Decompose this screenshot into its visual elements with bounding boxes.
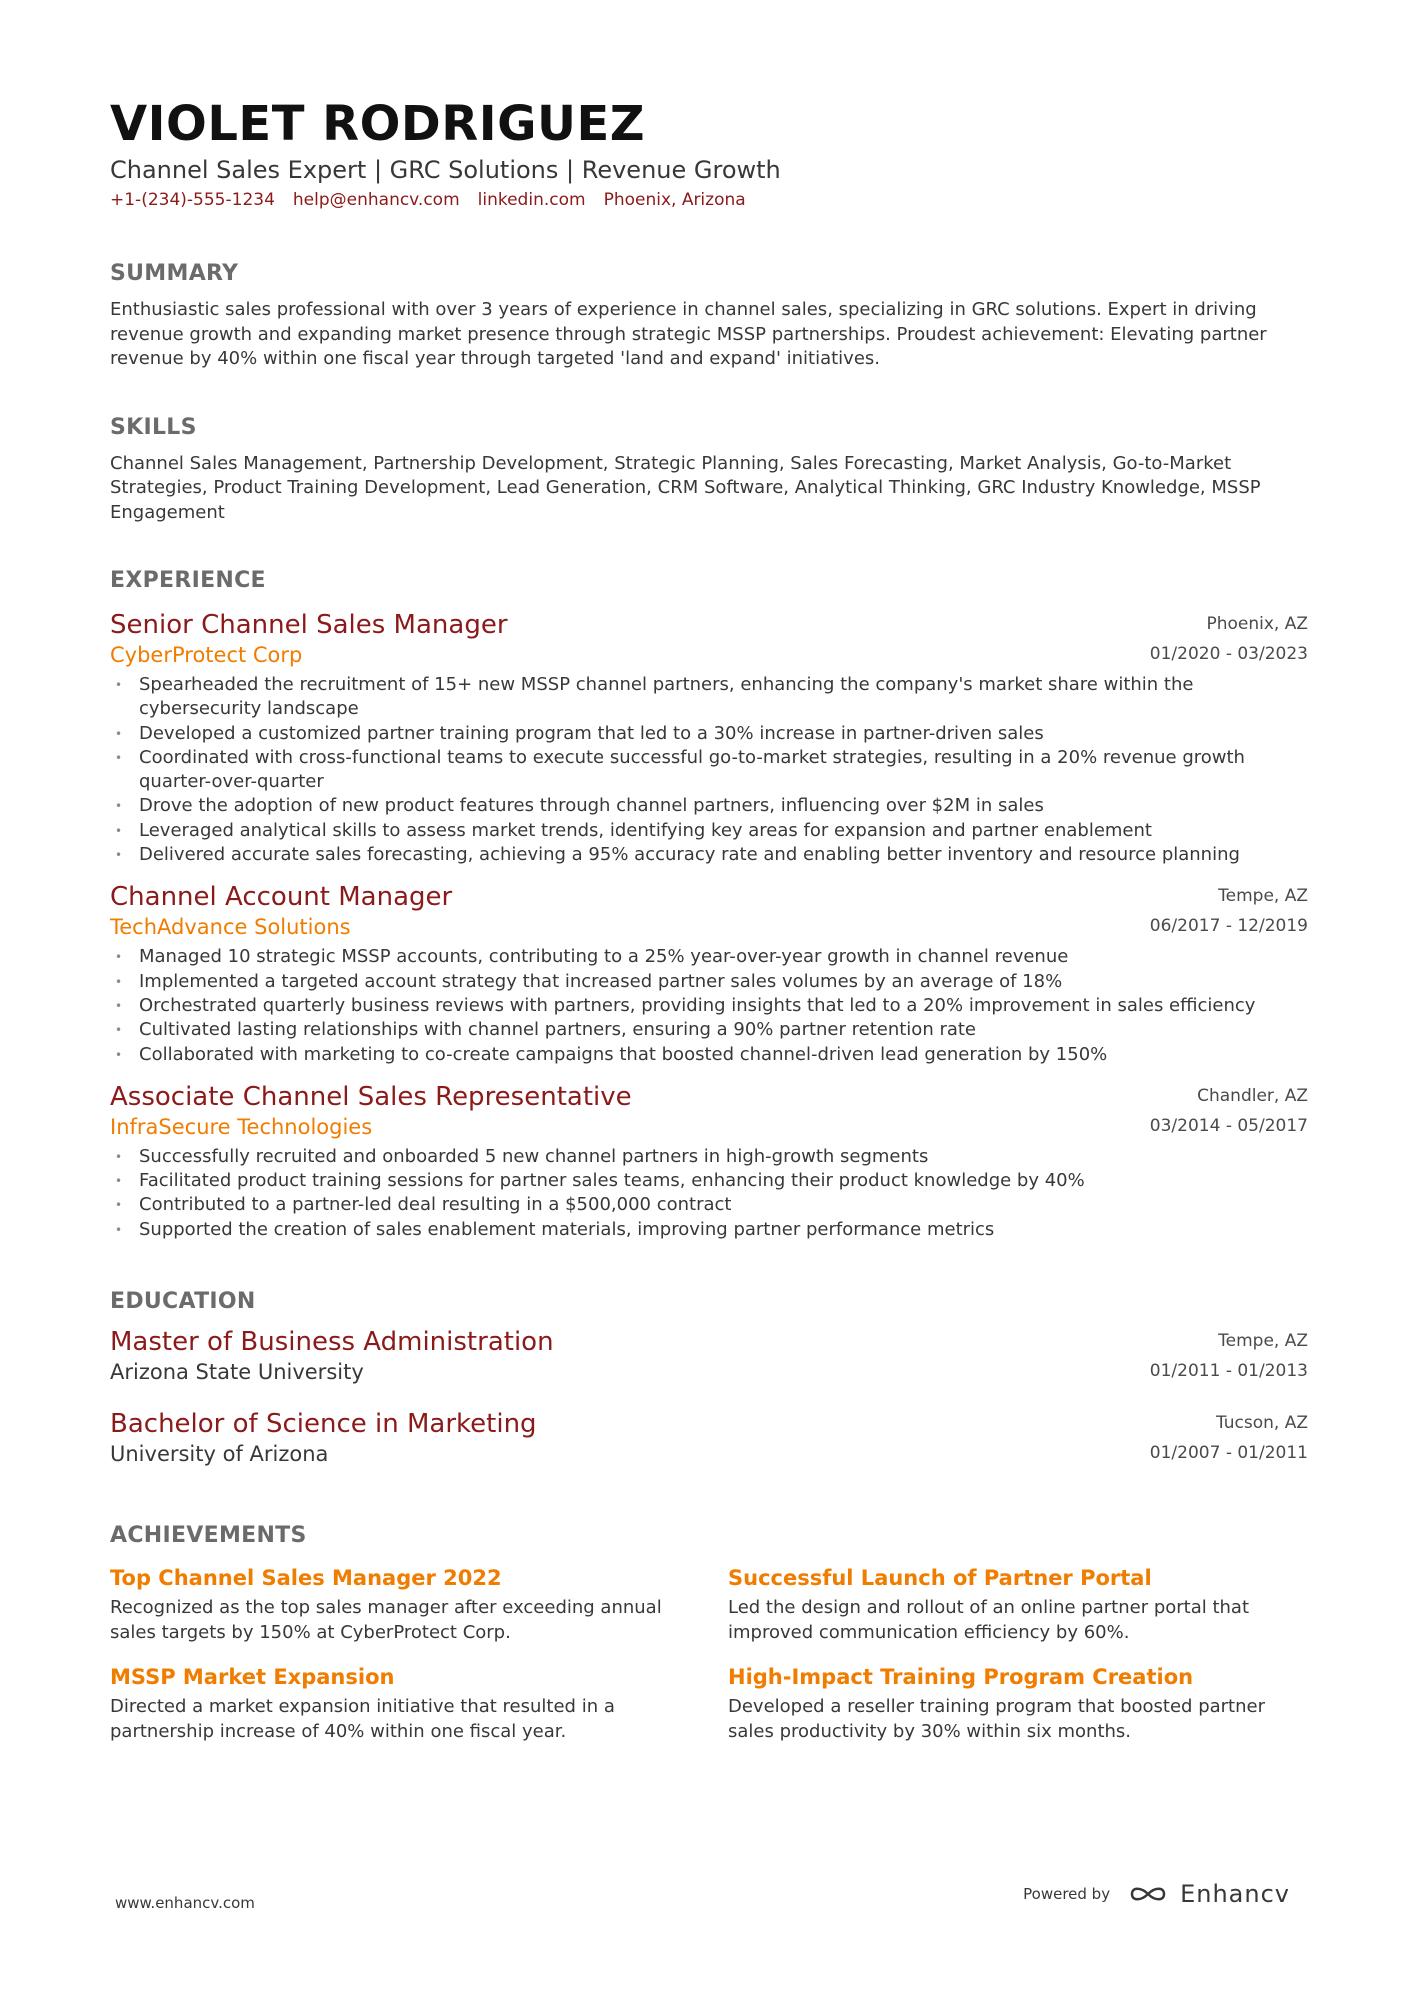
resume-header xyxy=(110,96,1308,212)
job-bullet: • Leveraged analytical skills to assess market trends, identifying key areas for expansion and partner enablement xyxy=(110,819,1308,843)
job-bullets xyxy=(110,673,1308,867)
education-dates: 01/2011 - 01/2013 xyxy=(1149,1361,1308,1382)
section-title-experience: EXPERIENCE xyxy=(110,568,266,593)
experience-entry-header xyxy=(110,609,1308,669)
job-location: Phoenix, AZ xyxy=(1206,614,1308,634)
linkedin-link[interactable]: linkedin.com xyxy=(477,190,586,210)
experience-entry xyxy=(110,1081,1308,1242)
experience-entry-header xyxy=(110,881,1308,941)
achievement-item xyxy=(728,1564,1308,1645)
achievement-item xyxy=(110,1564,728,1645)
job-bullet: • Orchestrated quarterly business reviews with partners, providing insights that led to a 20% improvement in sales efficiency xyxy=(110,994,1308,1018)
job-role: Senior Channel Sales Manager xyxy=(110,610,508,640)
achievement-description: Directed a market expansion initiative that resulted in a partnership increase of 40% within one fiscal year. xyxy=(110,1696,615,1742)
job-bullet: • Contributed to a partner-led deal resulting in a $500,000 contract xyxy=(110,1193,1308,1217)
job-meta xyxy=(1150,1081,1308,1141)
job-bullet: • Successfully recruited and onboarded 5 new channel partners in high-growth segments xyxy=(110,1145,1308,1169)
education-meta xyxy=(1150,1326,1308,1386)
achievements-section xyxy=(110,1522,1308,1744)
job-bullet: • Facilitated product training sessions for partner sales teams, enhancing their product knowledge by 40% xyxy=(110,1169,1308,1193)
achievement-description: Developed a reseller training program that boosted partner sales productivity by 30% within six months. xyxy=(728,1696,1265,1742)
job-bullet: • Delivered accurate sales forecasting, achieving a 95% accuracy rate and enabling better inventory and resource planning xyxy=(110,843,1308,867)
job-bullet: • Spearheaded the recruitment of 15+ new MSSP channel partners, enhancing the company's market share within the cybersecurity landscape xyxy=(110,673,1308,722)
achievement-item xyxy=(728,1663,1308,1744)
job-company: InfraSecure Technologies xyxy=(110,1114,373,1139)
summary-text: Enthusiastic sales professional with over 3 years of experience in channel sales, specializing in GRC solutions. Expert in driving revenue growth and expanding market presence through strategic MSSP partnerships. Proudest achievement: Elevating partner revenue by 40% within one fiscal year through targeted 'land and expand' initiatives. xyxy=(110,299,1267,369)
candidate-name: VIOLET RODRIGUEZ xyxy=(110,96,646,152)
enhancv-logo-icon xyxy=(1126,1882,1170,1906)
job-dates: 03/2014 - 05/2017 xyxy=(1149,1115,1308,1136)
contact-info xyxy=(110,188,1308,212)
section-title-achievements: ACHIEVEMENTS xyxy=(110,1523,307,1549)
job-dates: 01/2020 - 03/2023 xyxy=(1149,644,1308,664)
school-name: University of Arizona xyxy=(110,1442,329,1467)
education-location: Tucson, AZ xyxy=(1215,1413,1308,1434)
job-meta xyxy=(1150,881,1308,941)
skills-section xyxy=(110,414,1308,526)
powered-by-label: Powered by xyxy=(1023,1885,1111,1903)
experience-entry xyxy=(110,609,1308,867)
achievement-title: MSSP Market Expansion xyxy=(110,1665,395,1690)
job-bullet: • Cultivated lasting relationships with channel partners, ensuring a 90% partner retention rate xyxy=(110,1018,1308,1042)
job-bullet: • Supported the creation of sales enablement materials, improving partner performance metrics xyxy=(110,1218,1308,1242)
job-bullets xyxy=(110,945,1308,1066)
job-bullets xyxy=(110,1145,1308,1242)
achievement-title: Successful Launch of Partner Portal xyxy=(728,1566,1152,1591)
brand-name: Enhancv xyxy=(1180,1880,1290,1908)
brand-logo[interactable] xyxy=(1126,1880,1290,1908)
achievement-item xyxy=(110,1663,728,1744)
job-bullet: • Collaborated with marketing to co-create campaigns that boosted channel-driven lead generation by 150% xyxy=(110,1043,1308,1067)
achievement-description: Recognized as the top sales manager after exceeding annual sales targets by 150% at CyberProtect Corp. xyxy=(110,1597,662,1643)
experience-entry xyxy=(110,881,1308,1066)
section-title-education: EDUCATION xyxy=(110,1289,256,1315)
achievement-title: Top Channel Sales Manager 2022 xyxy=(110,1566,502,1591)
section-title-skills: SKILLS xyxy=(110,414,197,440)
education-dates: 01/2007 - 01/2011 xyxy=(1149,1443,1308,1464)
job-company: TechAdvance Solutions xyxy=(110,915,351,940)
achievements-grid xyxy=(110,1564,1308,1744)
degree-title: Master of Business Administration xyxy=(110,1327,554,1358)
education-meta xyxy=(1150,1408,1308,1468)
footer-website[interactable]: www.enhancv.com xyxy=(115,1894,255,1912)
job-dates: 06/2017 - 12/2019 xyxy=(1149,916,1308,937)
job-bullet: • Developed a customized partner training program that led to a 30% increase in partner-driven sales xyxy=(110,722,1308,746)
job-bullet: • Drove the adoption of new product features through channel partners, influencing over $2M in sales xyxy=(110,794,1308,818)
experience-entry-header xyxy=(110,1081,1308,1141)
summary-section xyxy=(110,260,1308,372)
job-role: Associate Channel Sales Representative xyxy=(110,1081,632,1112)
experience-section xyxy=(110,567,1308,1242)
job-location: Chandler, AZ xyxy=(1197,1085,1308,1106)
job-bullet: • Coordinated with cross-functional teams to execute successful go-to-market strategies, resulting in a 20% revenue growth quarter-over-quarter xyxy=(110,746,1308,795)
job-bullet: • Implemented a targeted account strategy that increased partner sales volumes by an average of 18% xyxy=(110,970,1308,994)
job-location: Tempe, AZ xyxy=(1218,886,1308,907)
school-name: Arizona State University xyxy=(110,1360,364,1385)
email-link[interactable]: help@enhancv.com xyxy=(292,190,460,210)
achievement-description: Led the design and rollout of an online partner portal that improved communication efficiency by 60%. xyxy=(728,1597,1250,1643)
achievement-title: High-Impact Training Program Creation xyxy=(728,1665,1194,1690)
job-bullet: • Managed 10 strategic MSSP accounts, contributing to a 25% year-over-year growth in channel revenue xyxy=(110,945,1308,969)
candidate-title: Channel Sales Expert | GRC Solutions | Revenue Growth xyxy=(110,156,781,184)
section-title-summary: SUMMARY xyxy=(110,261,239,286)
phone-link[interactable]: +1-(234)-555-1234 xyxy=(110,190,275,210)
education-entry xyxy=(110,1326,1308,1404)
degree-title: Bachelor of Science in Marketing xyxy=(110,1409,537,1440)
skills-text: Channel Sales Management, Partnership Development, Strategic Planning, Sales Forecasting, Market Analysis, Go-to-Market Strategies, Product Training Development, Lead Generation, CRM Software, Analytical Thinking, GRC Industry Knowledge, MSSP Engagement xyxy=(110,452,1261,523)
education-location: Tempe, AZ xyxy=(1218,1331,1308,1352)
location-text: Phoenix, Arizona xyxy=(603,190,746,210)
job-role: Channel Account Manager xyxy=(110,882,453,913)
job-meta xyxy=(1150,609,1308,669)
footer-branding xyxy=(1023,1880,1290,1908)
job-company: CyberProtect Corp xyxy=(110,643,303,667)
education-section xyxy=(110,1288,1308,1486)
resume-page xyxy=(110,96,1308,1744)
education-entry xyxy=(110,1408,1308,1486)
